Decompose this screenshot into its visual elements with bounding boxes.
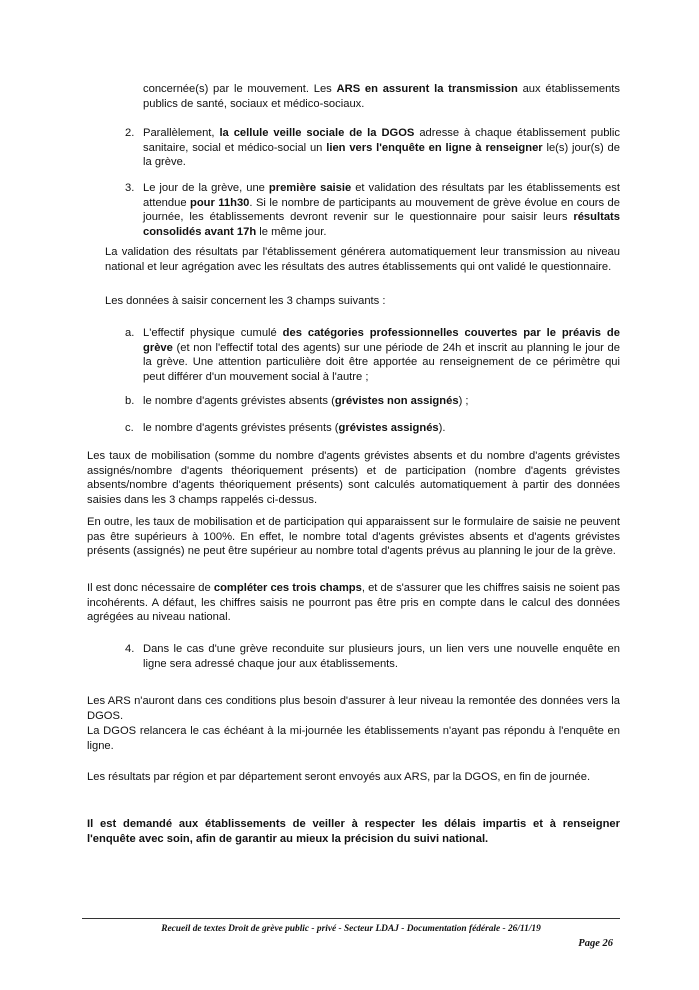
- item-c-letter: c.: [125, 422, 134, 434]
- taux-paragraph: Les taux de mobilisation (somme du nombre d'agents grévistes absents et du nombre d'agents grévistes assignés/nombre d'agents théoriquement présents) et de participation (nombre d'agents grévistes absents/nombre d'agents théoriquement présents) sont calculés automatiquement à partir des données saisies dans les 3 champs rappelés ci-dessus.: [87, 450, 620, 506]
- dgos-paragraph: La DGOS relancera le cas échéant à la mi-journée les établissements n'ayant pas répondu à l'enquête en ligne.: [87, 725, 620, 752]
- item-2-number: 2.: [125, 127, 135, 139]
- intro-continuation: concernée(s) par le mouvement. Les ARS en assurent la transmission aux établissements publics de santé, sociaux et médico-sociaux.: [143, 83, 620, 110]
- item-3-text: Le jour de la grève, une première saisie et validation des résultats par les établissements est attendue pour 11h30. Si le nombre de participants au mouvement de grève évolue en cours de journée, les établissements devront revenir sur le questionnaire pour saisir leurs résultats consolidés avant 17h le même jour.: [143, 182, 620, 238]
- footer-text: Recueil de textes Droit de grève public - privé - Secteur LDAJ - Documentation fédérale - 26/11/19: [161, 924, 541, 934]
- page-number: Page 26: [578, 938, 613, 949]
- item-4-number: 4.: [125, 643, 135, 655]
- outre-paragraph: En outre, les taux de mobilisation et de participation qui apparaissent sur le formulaire de saisie ne peuvent pas être supérieurs à 100%. En effet, le nombre total d'agents grévistes absents et d'agents grévistes présents (assignés) ne peut être supérieur au nombre total d'agents prévus au planning le jour de la grève.: [87, 516, 620, 558]
- item-c-text: le nombre d'agents grévistes présents (grévistes assignés).: [143, 422, 446, 434]
- ars-paragraph: Les ARS n'auront dans ces conditions plus besoin d'assurer à leur niveau la remontée des données vers la DGOS.: [87, 695, 620, 722]
- item-a-text: L'effectif physique cumulé des catégories professionnelles couvertes par le préavis de grève (et non l'effectif total des agents) sur une période de 24h et inscrit au planning le jour de la grève. Une attention particulière doit être apportée au renseignement de ce périmètre qui peut différer d'un mouvement social à l'autre ;: [143, 327, 620, 383]
- item-3-number: 3.: [125, 182, 135, 194]
- item-b-letter: b.: [125, 395, 135, 407]
- item-4-text: Dans le cas d'une grève reconduite sur plusieurs jours, un lien vers une nouvelle enquête en ligne sera adressé chaque jour aux établissements.: [143, 643, 620, 670]
- donnees-intro: Les données à saisir concernent les 3 champs suivants :: [105, 295, 386, 307]
- necessaire-paragraph: Il est donc nécessaire de compléter ces trois champs, et de s'assurer que les chiffres saisis ne soient pas incohérents. A défaut, les chiffres saisis ne pourront pas être pris en compte dans le calcul des données agrégées au niveau national.: [87, 582, 620, 624]
- resultats-paragraph: Les résultats par région et par département seront envoyés aux ARS, par la DGOS, en fin de journée.: [87, 771, 591, 783]
- item-2-text: Parallèlement, la cellule veille sociale de la DGOS adresse à chaque établissement public sanitaire, social et médico-social un lien vers l'enquête en ligne à renseigner le(s) jour(s) de la grève.: [143, 127, 620, 169]
- item-b-text: le nombre d'agents grévistes absents (grévistes non assignés) ;: [143, 395, 469, 407]
- item-a-letter: a.: [125, 327, 135, 339]
- validation-paragraph: La validation des résultats par l'établissement générera automatiquement leur transmission au niveau national et leur agrégation avec les résultats des autres établissements qui ont validé le questionnaire.: [105, 246, 620, 273]
- footer-rule: [82, 918, 620, 919]
- final-paragraph: Il est demandé aux établissements de veiller à respecter les délais impartis et à renseigner l'enquête avec soin, afin de garantir au mieux la précision du suivi national.: [87, 818, 620, 845]
